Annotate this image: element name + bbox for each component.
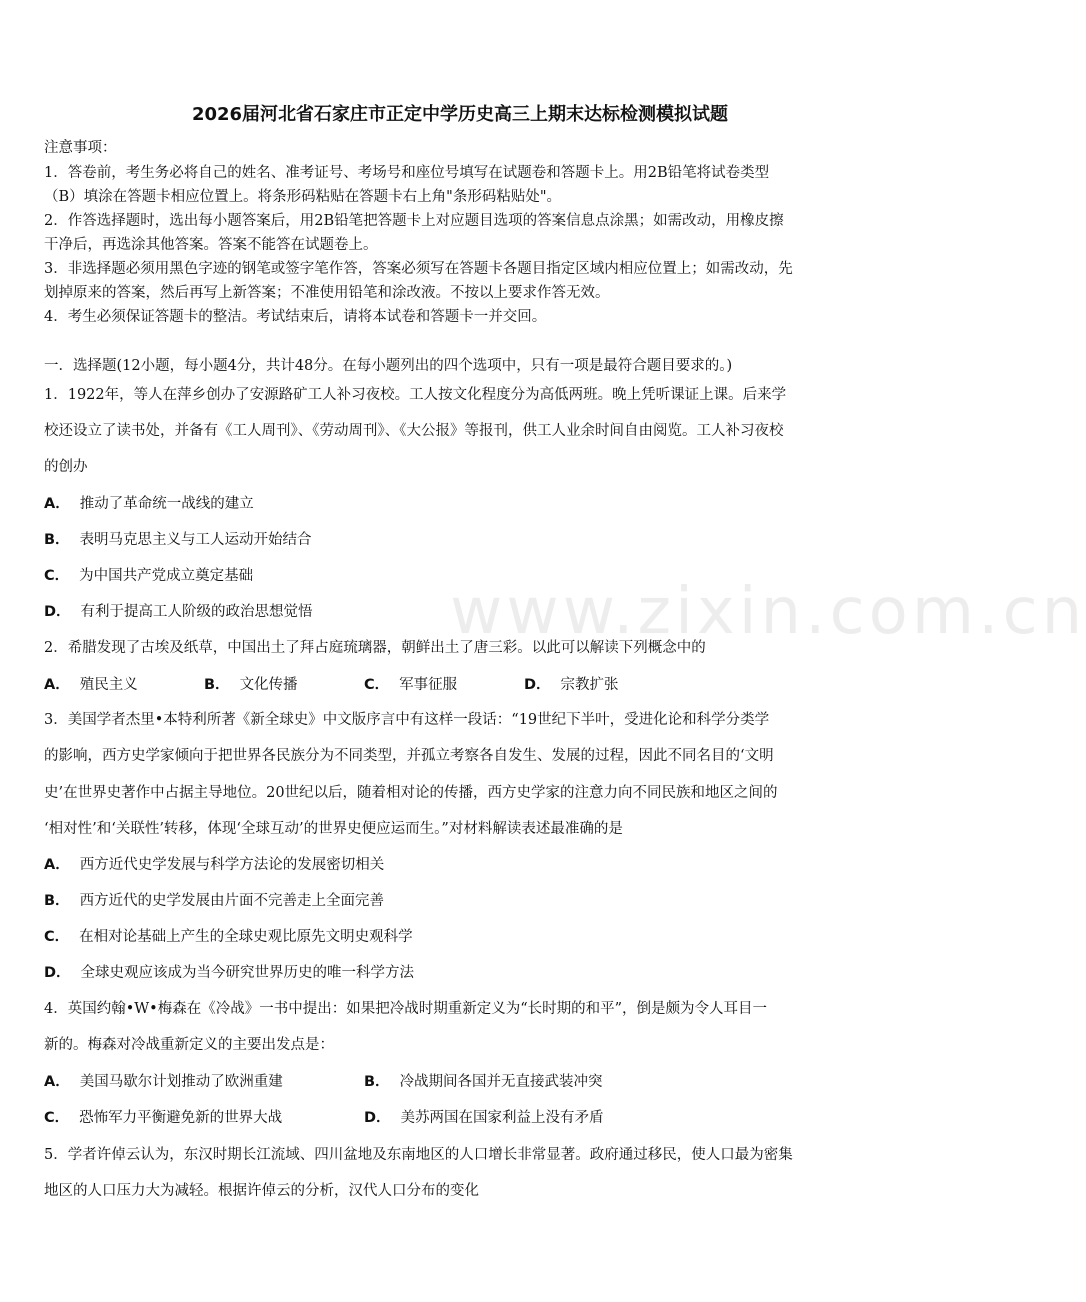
question-1-line: 1．1922年，等人在萍乡创办了安源路矿工人补习夜校。工人按文化程度分为高低两班。晚上凭听课证上课。后来学 [44,387,787,403]
question-1-line: 校还设立了读书处，并备有《工人周刊》、《劳动周刊》、《大公报》等报刊，供工人业余时间自由阅览。工人补习夜校 [44,423,784,439]
question-5-line: 地区的人口压力大为减轻。根据许倬云的分析，汉代人口分布的变化 [44,1183,479,1199]
q3-option-b: B． 西方近代的史学发展由片面不完善走上全面完善 [44,893,385,909]
question-3-line: 的影响，西方史学家倾向于把世界各民族分为不同类型，并孤立考察各自发生、发展的过程，因此不同名目的‘文明 [44,748,774,764]
q2-option-c: C． 军事征服 [364,677,458,693]
q1-option-a: A． 推动了革命统一战线的建立 [44,496,254,512]
q4-option-c: C． 恐怖军力平衡避免新的世界大战 [44,1110,283,1126]
question-5-line: 5．学者许倬云认为，东汉时期长江流域、四川盆地及东南地区的人口增长非常显著。政府通过移民，使人口最为密集 [44,1147,793,1163]
watermark: www.zixin.com.cn [450,575,1086,649]
question-4-line: 新的。梅森对冷战重新定义的主要出发点是： [44,1037,334,1053]
question-4-line: 4．英国约翰•W•梅森在《冷战》一书中提出：如果把冷战时期重新定义为“长时期的和平”，倒是颇为令人耳目一 [44,1001,768,1017]
q2-option-a: A． 殖民主义 [44,677,138,693]
notice-line: 4．考生必须保证答题卡的整洁。考试结束后，请将本试卷和答题卡一并交回。 [44,309,547,325]
q3-option-a: A． 西方近代史学发展与科学方法论的发展密切相关 [44,857,385,873]
q4-option-d: D． 美苏两国在国家利益上没有矛盾 [364,1110,604,1126]
q3-option-d: D． 全球史观应该成为当今研究世界历史的唯一科学方法 [44,965,415,981]
notice-line: 3．非选择题必须用黑色字迹的钢笔或签字笔作答，答案必须写在答题卡各题目指定区域内相应位置上；如需改动，先 [44,261,793,277]
question-3-line: ‘相对性’和‘关联性’转移，体现‘全球互动’的世界史便应运而生。”对材料解读表述最准确的是 [44,821,623,837]
q1-option-b: B． 表明马克思主义与工人运动开始结合 [44,532,312,548]
q2-option-d: D． 宗教扩张 [524,677,619,693]
section-heading: 一．选择题(12小题，每小题4分，共计48分。在每小题列出的四个选项中，只有一项是最符合题目要求的。) [44,358,733,374]
question-1-line: 的创办 [44,459,88,475]
notice-heading: 注意事项： [44,140,117,156]
question-2-line: 2．希腊发现了古埃及纸草，中国出土了拜占庭琉璃器，朝鲜出土了唐三彩。以此可以解读下列概念中的 [44,640,706,656]
q4-option-b: B． 冷战期间各国并无直接武装冲突 [364,1074,603,1090]
q1-option-c: C． 为中国共产党成立奠定基础 [44,568,254,584]
notice-line: 划掉原来的答案，然后再写上新答案；不准使用铅笔和涂改液。不按以上要求作答无效。 [44,285,610,301]
q3-option-c: C． 在相对论基础上产生的全球史观比原先文明史观科学 [44,929,413,945]
question-3-line: 3．美国学者杰里•本特利所著《新全球史》中文版序言中有这样一段话：“19世纪下半叶，受进化论和科学分类学 [44,712,770,728]
notice-line: （B）填涂在答题卡相应位置上。将条形码粘贴在答题卡右上角"条形码粘贴处"。 [44,189,561,205]
notice-line: 干净后，再选涂其他答案。答案不能答在试题卷上。 [44,237,378,253]
q4-option-a: A． 美国马歇尔计划推动了欧洲重建 [44,1074,283,1090]
notice-line: 1．答卷前，考生务必将自己的姓名、准考证号、考场号和座位号填写在试题卷和答题卡上。用2B铅笔将试卷类型 [44,165,770,181]
page-title: 2026届河北省石家庄市正定中学历史高三上期末达标检测模拟试题 [191,104,729,125]
notice-line: 2．作答选择题时，选出每小题答案后，用2B铅笔把答题卡上对应题目选项的答案信息点涂黑；如需改动，用橡皮擦 [44,213,784,229]
question-3-line: 史’在世界史著作中占据主导地位。20世纪以后，随着相对论的传播，西方史学家的注意力向不同民族和地区之间的 [44,785,778,801]
q2-option-b: B． 文化传播 [204,677,298,693]
q1-option-d: D． 有利于提高工人阶级的政治思想觉悟 [44,604,313,620]
